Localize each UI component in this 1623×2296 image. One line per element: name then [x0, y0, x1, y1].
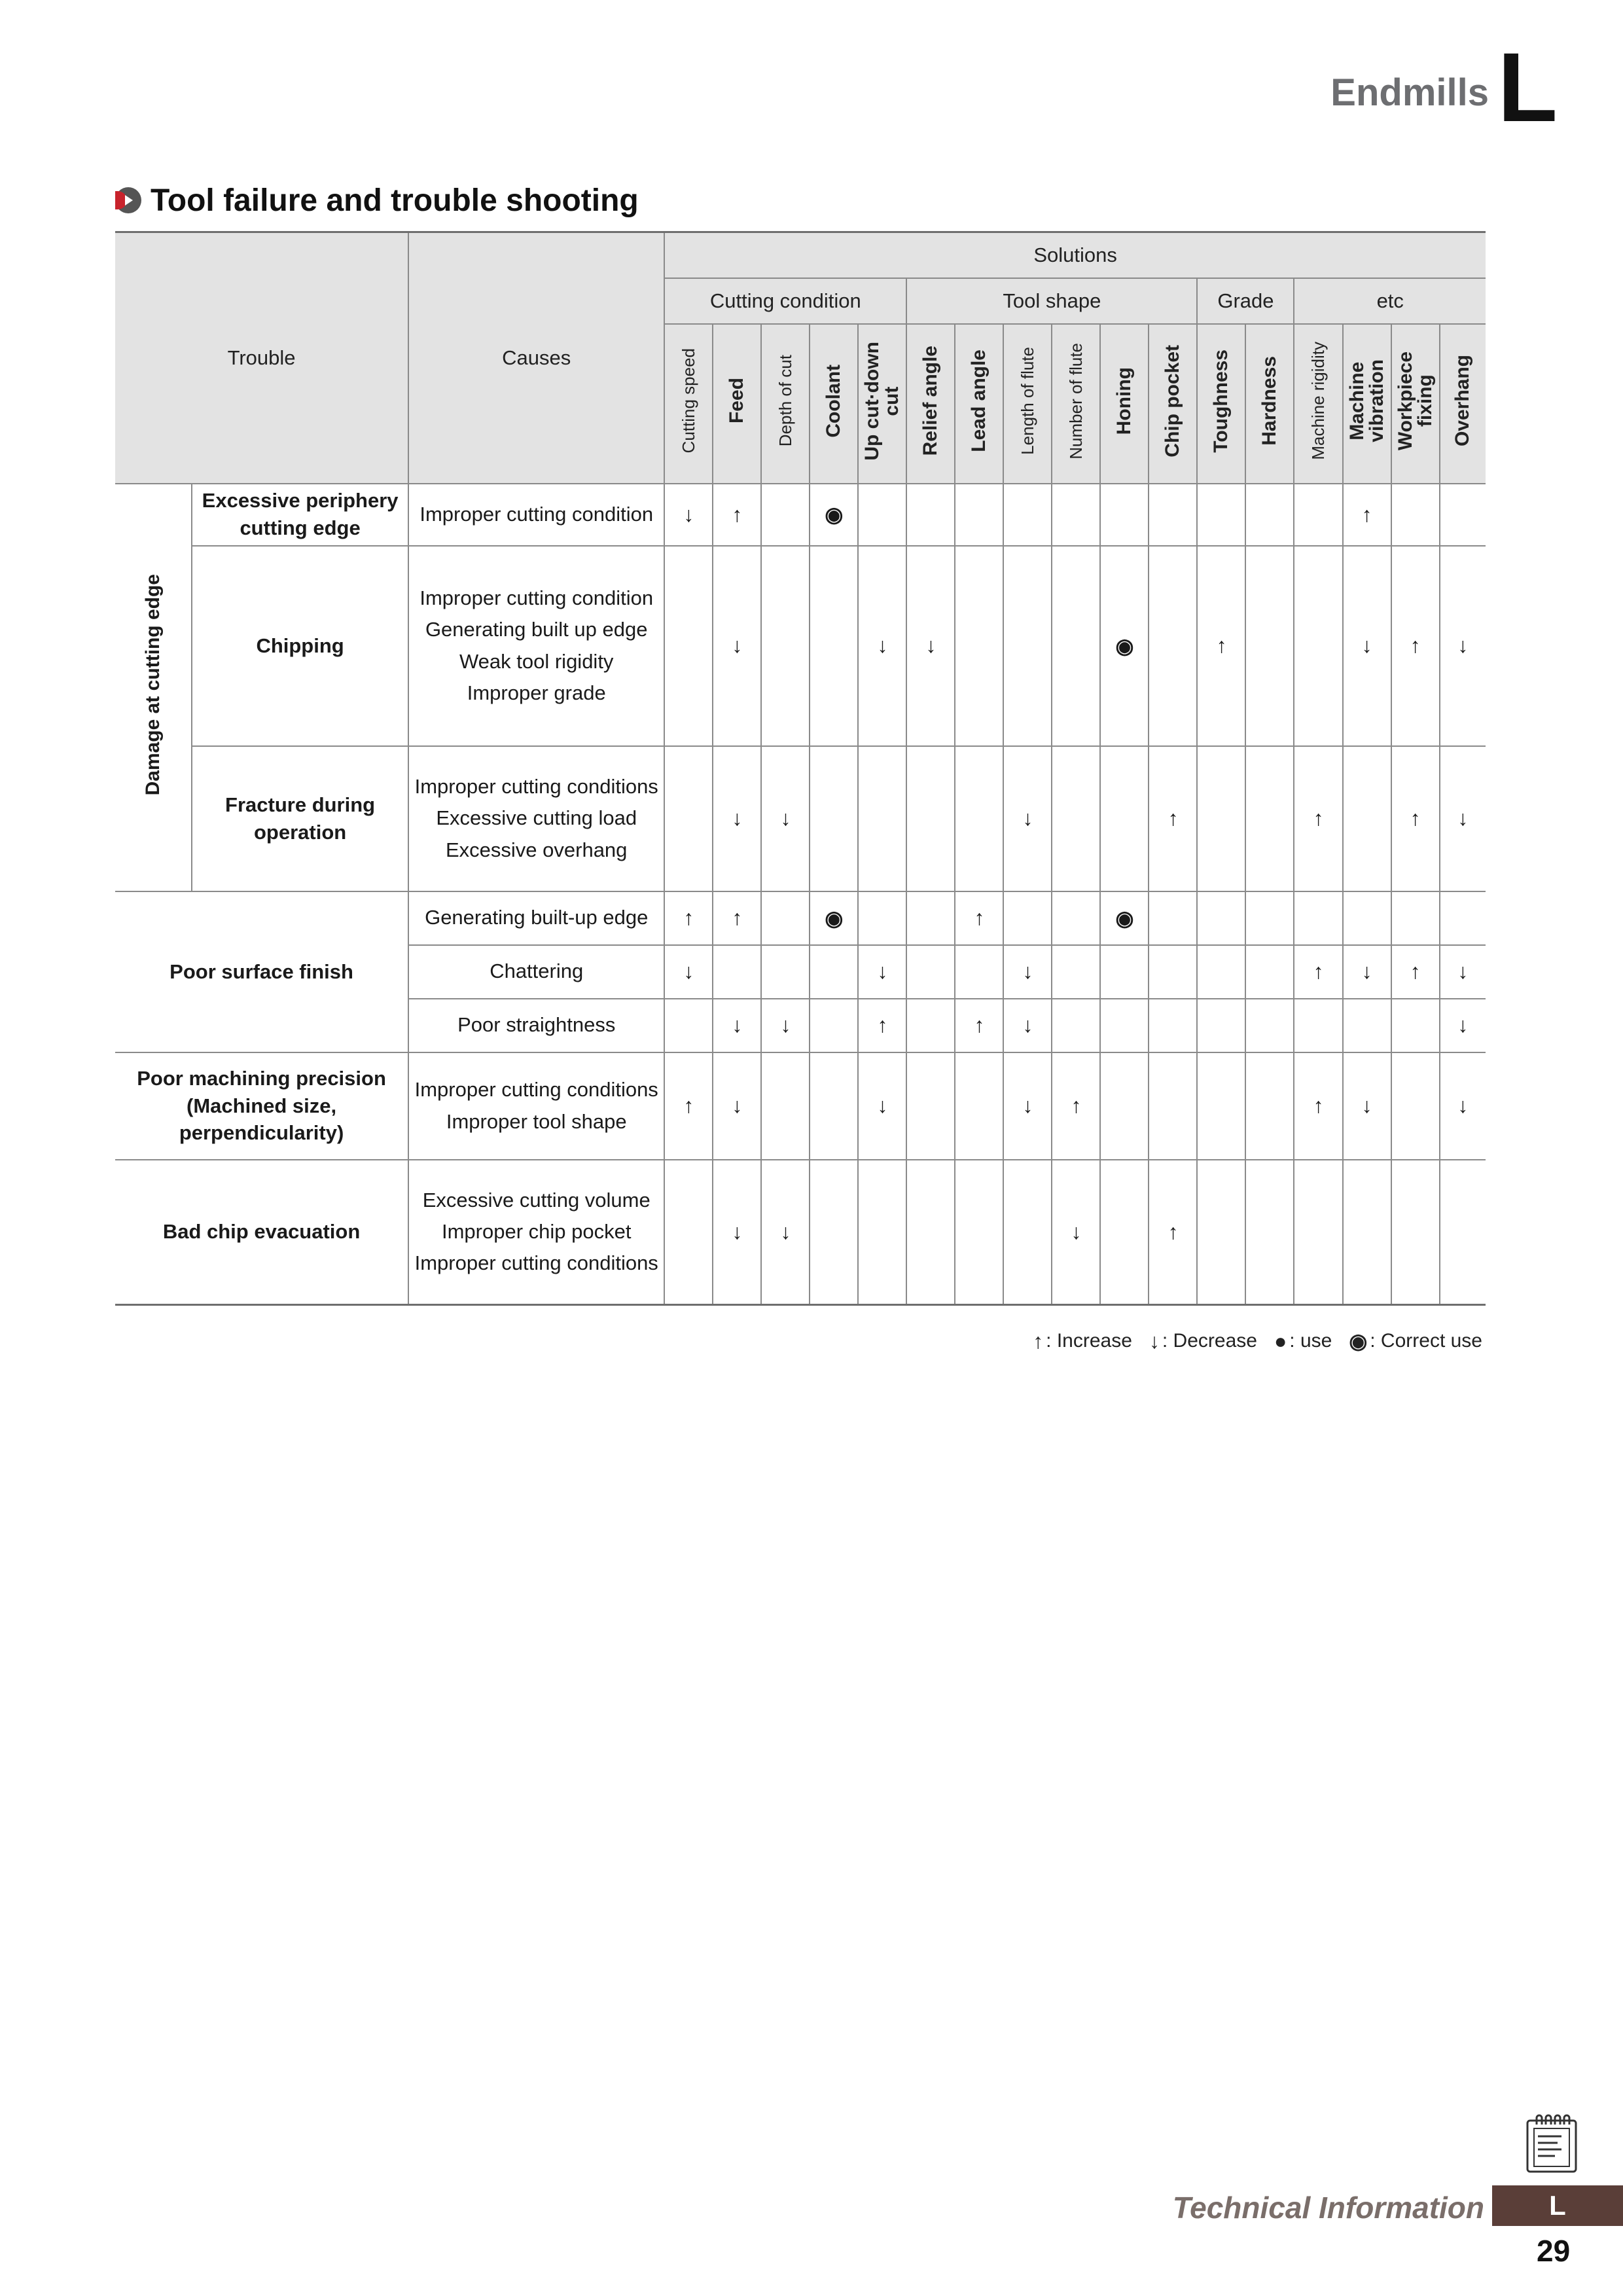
causes-cell — [408, 891, 664, 945]
solution-cell — [810, 746, 858, 891]
solution-cell — [1391, 1052, 1440, 1160]
solution-mark: ↑ — [974, 906, 985, 929]
solution-cell — [1294, 999, 1342, 1052]
header-causes: Causes — [408, 232, 664, 484]
solution-cell — [858, 891, 906, 945]
solution-cell — [713, 546, 761, 746]
cause-item: Excessive cutting volume — [422, 1189, 651, 1212]
cause-item: Improper cutting conditions — [414, 1078, 658, 1102]
solution-mark: ↓ — [1022, 1094, 1033, 1117]
cause-item: Excessive overhang — [445, 838, 628, 861]
trouble-cell: Poor machining precision (Machined size, perpendicularity) — [115, 1052, 408, 1160]
troubleshooting-table — [115, 231, 1486, 1306]
solution-column-label: Overhang — [1452, 355, 1474, 447]
solution-column-header — [1391, 324, 1440, 484]
solution-cell — [1343, 891, 1391, 945]
solution-cell — [1100, 1160, 1149, 1305]
solution-mark: ↑ — [1313, 1094, 1324, 1117]
solution-cell — [1197, 1052, 1245, 1160]
solution-mark: ↓ — [780, 1219, 791, 1244]
solution-cell — [1197, 746, 1245, 891]
solution-cell — [1052, 999, 1100, 1052]
solution-cell — [1052, 546, 1100, 746]
solution-column-header — [810, 324, 858, 484]
solution-mark: ↑ — [732, 502, 743, 526]
solution-cell — [1149, 484, 1197, 546]
solution-cell — [1294, 484, 1342, 546]
legend-item — [1349, 1329, 1482, 1354]
solution-cell — [761, 546, 810, 746]
solution-column-header — [858, 324, 906, 484]
solution-cell — [1052, 484, 1100, 546]
solution-cell — [906, 484, 955, 546]
solution-cell — [906, 746, 955, 891]
solution-cell — [761, 746, 810, 891]
solution-column-header — [1149, 324, 1197, 484]
solution-cell — [1052, 1160, 1100, 1305]
solution-mark: ↓ — [1361, 634, 1372, 657]
cause-item: Excessive cutting load — [436, 806, 637, 830]
solution-cell — [955, 484, 1003, 546]
solution-cell — [1100, 945, 1149, 999]
causes-cell — [408, 746, 664, 891]
solution-cell — [664, 746, 713, 891]
solution-mark: ↓ — [925, 634, 936, 657]
solution-column-label: Toughness — [1210, 349, 1232, 453]
solution-column-header — [955, 324, 1003, 484]
solution-cell — [1052, 945, 1100, 999]
solution-cell — [761, 484, 810, 546]
solution-cell — [858, 746, 906, 891]
solution-column-header — [664, 324, 713, 484]
legend-item — [1149, 1329, 1257, 1354]
solution-cell — [1294, 891, 1342, 945]
solution-cell — [1391, 1160, 1440, 1305]
solution-column-header — [761, 324, 810, 484]
solution-cell — [1343, 546, 1391, 746]
solution-cell — [664, 546, 713, 746]
solution-mark: ↑ — [1168, 1219, 1179, 1244]
solution-column-header — [1245, 324, 1294, 484]
solution-column-label: Cutting speed — [679, 348, 699, 454]
solution-cell — [810, 484, 858, 546]
solution-cell — [761, 1052, 810, 1160]
solution-mark: ↑ — [1168, 806, 1179, 830]
solution-cell — [1245, 546, 1294, 746]
solution-cell — [1245, 484, 1294, 546]
solution-mark: ↓ — [1361, 1094, 1372, 1117]
solution-cell — [1149, 891, 1197, 945]
group-cutting-condition: Cutting condition — [664, 278, 906, 324]
solution-mark: ↑ — [974, 1013, 985, 1037]
solution-cell — [1245, 945, 1294, 999]
solution-column-header — [1003, 324, 1052, 484]
solution-mark: ↓ — [1457, 806, 1469, 830]
cause-item: Improper cutting conditions — [414, 1251, 658, 1275]
solution-cell — [1149, 546, 1197, 746]
solution-cell — [1294, 1160, 1342, 1305]
solution-cell — [1149, 746, 1197, 891]
solution-cell — [1003, 1052, 1052, 1160]
solution-cell — [761, 999, 810, 1052]
solution-column-header — [1294, 324, 1342, 484]
solution-mark: ↑ — [1313, 960, 1324, 983]
solution-column-header — [713, 324, 761, 484]
solution-mark: ↑ — [1071, 1094, 1082, 1117]
legend-text: : Decrease — [1162, 1330, 1257, 1352]
solution-cell — [906, 546, 955, 746]
solution-mark: ◉ — [825, 503, 844, 526]
solution-mark: ↓ — [732, 1219, 743, 1244]
solution-cell — [1440, 1052, 1486, 1160]
solution-column-label: Hardness — [1258, 356, 1281, 446]
cause-item: Generating built up edge — [425, 618, 648, 641]
solution-cell — [906, 891, 955, 945]
solution-cell — [1294, 746, 1342, 891]
solution-cell — [1440, 891, 1486, 945]
solution-cell — [713, 999, 761, 1052]
solution-cell — [1343, 945, 1391, 999]
solution-cell — [1343, 1052, 1391, 1160]
solution-mark: ↓ — [1457, 960, 1469, 983]
causes-cell — [408, 945, 664, 999]
cause-item: Poor straightness — [457, 1013, 616, 1037]
solution-mark: ↓ — [732, 1094, 743, 1117]
solution-column-label: Feed — [726, 378, 748, 424]
legend-text: : Increase — [1046, 1330, 1132, 1352]
solution-column-label: Coolant — [823, 364, 845, 438]
legend-symbol: ◉ — [1349, 1329, 1368, 1353]
solution-cell — [1245, 746, 1294, 891]
solution-cell — [1391, 891, 1440, 945]
cause-item: Improper tool shape — [446, 1109, 627, 1133]
solution-mark: ↑ — [1410, 960, 1421, 983]
legend-item — [1274, 1329, 1332, 1354]
solution-cell — [1100, 746, 1149, 891]
solution-mark: ↓ — [683, 960, 694, 983]
solution-column-label: Up cut·down cut — [861, 341, 903, 461]
arrow-bullet-icon — [115, 187, 141, 213]
solution-cell — [1197, 945, 1245, 999]
solution-cell — [713, 945, 761, 999]
solution-column-label: Machine vibration — [1346, 359, 1387, 442]
group-etc: etc — [1294, 278, 1486, 324]
solution-mark: ↓ — [732, 634, 743, 657]
solution-column-header — [906, 324, 955, 484]
solution-cell — [810, 1160, 858, 1305]
solution-mark: ◉ — [1115, 906, 1134, 930]
solution-cell — [1245, 1160, 1294, 1305]
solution-cell — [1440, 546, 1486, 746]
solution-cell — [1343, 746, 1391, 891]
solution-cell — [810, 891, 858, 945]
solution-mark: ↑ — [732, 906, 743, 929]
solution-mark: ↓ — [1022, 960, 1033, 983]
solution-cell — [955, 999, 1003, 1052]
section-title-text: Tool failure and trouble shooting — [151, 183, 639, 218]
solution-cell — [1343, 999, 1391, 1052]
cause-item: Chattering — [490, 960, 584, 983]
legend — [1033, 1329, 1482, 1354]
solution-cell — [858, 484, 906, 546]
solution-cell — [1294, 1052, 1342, 1160]
cause-item: Improper cutting conditions — [414, 775, 658, 798]
solution-cell — [1197, 891, 1245, 945]
solution-cell — [1197, 999, 1245, 1052]
solution-cell — [1052, 1052, 1100, 1160]
solution-cell — [858, 1052, 906, 1160]
solution-cell — [810, 546, 858, 746]
group-grade: Grade — [1197, 278, 1294, 324]
solution-cell — [955, 546, 1003, 746]
solution-column-label: Workpiece fixing — [1394, 351, 1436, 451]
damage-category-cell — [115, 484, 192, 891]
solution-cell — [664, 891, 713, 945]
solution-cell — [858, 999, 906, 1052]
solution-cell — [1052, 891, 1100, 945]
causes-cell — [408, 1052, 664, 1160]
solution-cell — [1052, 746, 1100, 891]
notepad-icon — [1525, 2111, 1578, 2174]
solution-column-header — [1197, 324, 1245, 484]
solution-cell — [906, 1052, 955, 1160]
solution-column-header — [1052, 324, 1100, 484]
solution-cell — [1391, 945, 1440, 999]
solution-mark: ↓ — [877, 960, 888, 983]
solution-cell — [1149, 1160, 1197, 1305]
solution-column-label: Chip pocket — [1162, 344, 1184, 457]
solution-column-label: Depth of cut — [776, 355, 796, 447]
header-trouble: Trouble — [115, 232, 408, 484]
solution-mark: ↓ — [732, 1013, 743, 1037]
causes-cell — [408, 484, 664, 546]
solution-mark: ↓ — [877, 634, 888, 657]
solution-mark: ◉ — [825, 906, 844, 930]
solution-cell — [955, 746, 1003, 891]
cause-item: Improper chip pocket — [441, 1220, 632, 1244]
cause-item: Weak tool rigidity — [459, 649, 614, 673]
solution-cell — [664, 484, 713, 546]
solution-mark: ↑ — [1410, 806, 1421, 830]
trouble-cell: Poor surface finish — [115, 891, 408, 1052]
solution-cell — [858, 1160, 906, 1305]
solution-mark: ↑ — [683, 906, 694, 929]
solution-cell — [810, 1052, 858, 1160]
solution-mark: ↑ — [1216, 634, 1227, 657]
solution-cell — [1245, 999, 1294, 1052]
solution-cell — [1149, 999, 1197, 1052]
solution-column-label: Honing — [1113, 367, 1135, 435]
solution-cell — [1343, 484, 1391, 546]
damage-category-label: Damage at cutting edge — [142, 573, 164, 796]
footer-technical-information: Technical Information — [1172, 2191, 1484, 2225]
solution-cell — [1003, 546, 1052, 746]
solution-mark: ↓ — [1457, 634, 1469, 657]
solution-mark: ↓ — [780, 1013, 791, 1037]
section-title — [115, 181, 639, 220]
solution-column-header — [1343, 324, 1391, 484]
solution-cell — [713, 1160, 761, 1305]
solution-mark: ◉ — [1115, 634, 1134, 658]
solution-cell — [1391, 546, 1440, 746]
solution-mark: ↓ — [1022, 1013, 1033, 1037]
solution-cell — [906, 999, 955, 1052]
solution-cell — [1440, 1160, 1486, 1305]
solution-cell — [713, 484, 761, 546]
footer-section-tab: L — [1492, 2185, 1623, 2226]
cause-item: Improper grade — [467, 681, 606, 704]
legend-text: : Correct use — [1370, 1330, 1482, 1352]
legend-item — [1033, 1329, 1132, 1354]
legend-symbol: ● — [1274, 1329, 1287, 1353]
solution-cell — [858, 546, 906, 746]
solution-cell — [1197, 1160, 1245, 1305]
group-tool-shape: Tool shape — [906, 278, 1197, 324]
header-section-letter: L — [1497, 32, 1558, 142]
solution-column-label: Length of flute — [1018, 347, 1038, 455]
solution-cell — [858, 945, 906, 999]
solution-mark: ↓ — [877, 1094, 888, 1117]
solution-cell — [906, 1160, 955, 1305]
solution-mark: ↓ — [1457, 1094, 1469, 1117]
trouble-cell: Fracture during operation — [192, 746, 408, 891]
solution-column-header — [1100, 324, 1149, 484]
solution-cell — [1343, 1160, 1391, 1305]
solution-cell — [1440, 746, 1486, 891]
solution-cell — [713, 746, 761, 891]
solution-cell — [955, 1052, 1003, 1160]
solution-column-label: Number of flute — [1066, 342, 1086, 459]
solution-cell — [761, 1160, 810, 1305]
solution-cell — [713, 891, 761, 945]
solution-cell — [1391, 999, 1440, 1052]
solution-mark: ↓ — [1071, 1219, 1082, 1244]
solution-cell — [664, 945, 713, 999]
cause-item: Improper cutting condition — [419, 502, 654, 526]
solution-cell — [1197, 546, 1245, 746]
solution-mark: ↓ — [732, 806, 743, 830]
solution-mark: ↑ — [877, 1013, 888, 1037]
solution-cell — [1197, 484, 1245, 546]
solution-cell — [1440, 945, 1486, 999]
legend-text: : use — [1289, 1330, 1332, 1352]
solution-cell — [810, 999, 858, 1052]
solution-cell — [1440, 484, 1486, 546]
trouble-cell: Bad chip evacuation — [115, 1160, 408, 1305]
causes-cell — [408, 546, 664, 746]
solution-cell — [906, 945, 955, 999]
solution-column-label: Relief angle — [919, 346, 942, 456]
solution-cell — [1003, 746, 1052, 891]
causes-cell — [408, 999, 664, 1052]
solution-cell — [1294, 546, 1342, 746]
solution-mark: ↓ — [683, 502, 694, 526]
solution-cell — [955, 891, 1003, 945]
solution-mark: ↓ — [780, 806, 791, 830]
solution-cell — [1100, 546, 1149, 746]
solution-cell — [713, 1052, 761, 1160]
cause-item: Improper cutting condition — [419, 586, 654, 610]
solution-cell — [1003, 999, 1052, 1052]
cause-item: Generating built-up edge — [425, 906, 649, 929]
solution-mark: ↑ — [1313, 806, 1324, 830]
trouble-cell: Excessive periphery cutting edge — [192, 484, 408, 546]
solution-cell — [761, 945, 810, 999]
solution-mark: ↓ — [1361, 960, 1372, 983]
solution-cell — [955, 1160, 1003, 1305]
causes-cell — [408, 1160, 664, 1305]
solution-cell — [1391, 484, 1440, 546]
solution-cell — [1003, 945, 1052, 999]
solution-cell — [1100, 891, 1149, 945]
solution-cell — [1440, 999, 1486, 1052]
header-solutions: Solutions — [664, 232, 1486, 278]
solution-column-label: Machine rigidity — [1308, 342, 1329, 460]
solution-cell — [1100, 484, 1149, 546]
solution-cell — [664, 1160, 713, 1305]
legend-symbol: ↓ — [1149, 1329, 1160, 1353]
solution-cell — [1003, 1160, 1052, 1305]
solution-cell — [1003, 484, 1052, 546]
solution-cell — [1245, 1052, 1294, 1160]
solution-mark: ↑ — [1410, 634, 1421, 657]
solution-cell — [664, 1052, 713, 1160]
solution-cell — [810, 945, 858, 999]
solution-column-header — [1440, 324, 1486, 484]
solution-column-label: Lead angle — [968, 350, 990, 452]
solution-mark: ↓ — [1022, 806, 1033, 830]
solution-cell — [1149, 1052, 1197, 1160]
solution-cell — [664, 999, 713, 1052]
solution-mark: ↓ — [1457, 1013, 1469, 1037]
solution-cell — [1245, 891, 1294, 945]
solution-cell — [1149, 945, 1197, 999]
solution-cell — [1100, 1052, 1149, 1160]
solution-cell — [1100, 999, 1149, 1052]
header-section-name: Endmills — [1330, 71, 1489, 114]
solution-cell — [1391, 746, 1440, 891]
solution-cell — [761, 891, 810, 945]
solution-cell — [1003, 891, 1052, 945]
trouble-cell: Chipping — [192, 546, 408, 746]
solution-cell — [955, 945, 1003, 999]
solution-mark: ↑ — [683, 1094, 694, 1117]
legend-symbol: ↑ — [1033, 1329, 1044, 1353]
solution-cell — [1294, 945, 1342, 999]
solution-mark: ↑ — [1361, 502, 1372, 526]
page-number: 29 — [1537, 2234, 1571, 2268]
